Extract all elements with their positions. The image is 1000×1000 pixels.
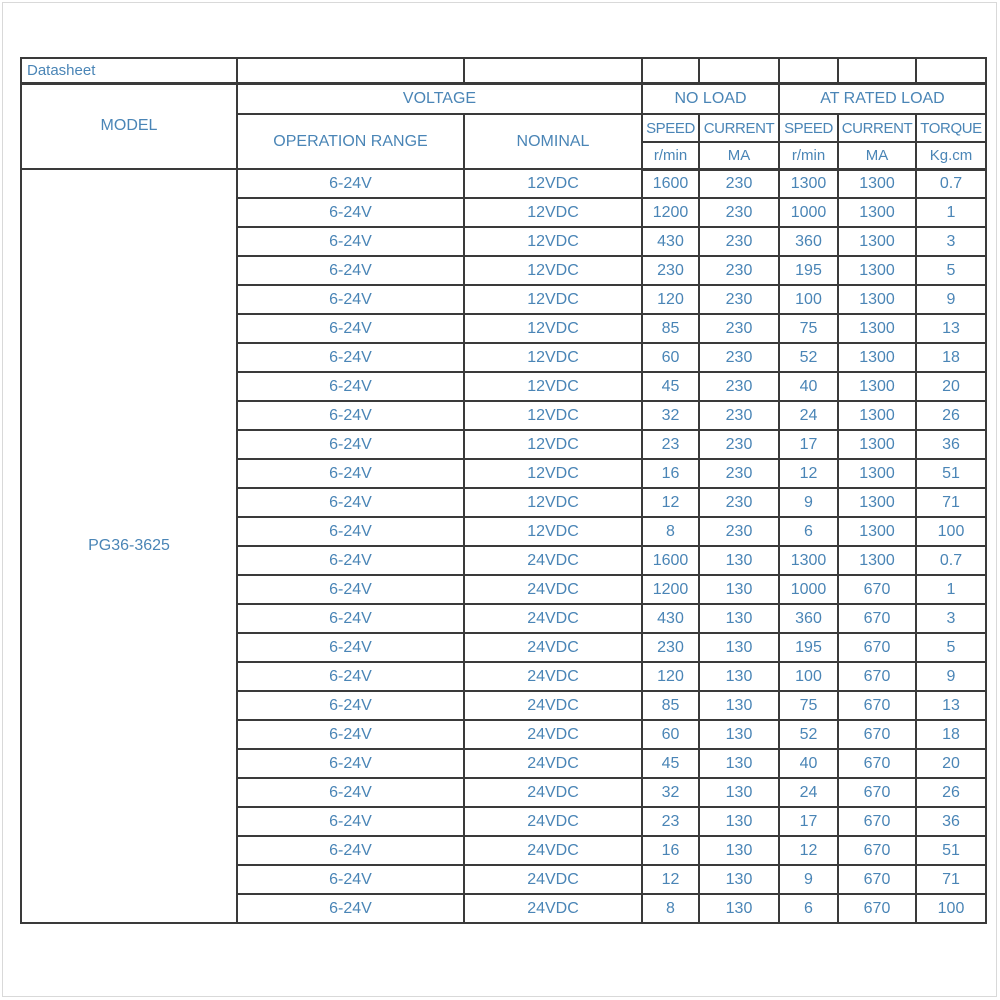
cell-nominal: 24VDC — [464, 894, 642, 923]
cell-rated-current: 1300 — [838, 343, 916, 372]
cell-nominal: 12VDC — [464, 198, 642, 227]
cell-no-load-speed: 16 — [642, 459, 699, 488]
cell-operation-range: 6-24V — [237, 807, 464, 836]
cell-torque: 71 — [916, 865, 986, 894]
cell-rated-current: 670 — [838, 575, 916, 604]
cell-no-load-speed: 230 — [642, 633, 699, 662]
cell-rated-speed: 195 — [779, 256, 838, 285]
header-model: MODEL — [21, 83, 237, 169]
cell-rated-speed: 360 — [779, 604, 838, 633]
cell-rated-speed: 1300 — [779, 169, 838, 198]
cell-no-load-speed: 1600 — [642, 546, 699, 575]
cell-no-load-current: 230 — [699, 343, 779, 372]
cell-no-load-speed: 60 — [642, 343, 699, 372]
cell-no-load-speed: 85 — [642, 314, 699, 343]
cell-torque: 26 — [916, 401, 986, 430]
unit-rated-current: MA — [838, 142, 916, 169]
cell-rated-current: 1300 — [838, 372, 916, 401]
cell-rated-current: 670 — [838, 807, 916, 836]
cell-torque: 3 — [916, 604, 986, 633]
cell-no-load-speed: 230 — [642, 256, 699, 285]
cell-no-load-current: 130 — [699, 691, 779, 720]
cell-torque: 0.7 — [916, 546, 986, 575]
cell-rated-speed: 24 — [779, 401, 838, 430]
cell-rated-speed: 6 — [779, 517, 838, 546]
cell-rated-speed: 40 — [779, 372, 838, 401]
cell-operation-range: 6-24V — [237, 604, 464, 633]
cell-rated-speed: 100 — [779, 662, 838, 691]
cell-rated-current: 1300 — [838, 256, 916, 285]
cell-torque: 20 — [916, 372, 986, 401]
cell-operation-range: 6-24V — [237, 198, 464, 227]
cell-operation-range: 6-24V — [237, 865, 464, 894]
cell-torque: 3 — [916, 227, 986, 256]
cell-no-load-current: 230 — [699, 198, 779, 227]
cell-nominal: 12VDC — [464, 459, 642, 488]
cell-nominal: 24VDC — [464, 720, 642, 749]
cell-rated-current: 1300 — [838, 517, 916, 546]
table-row — [21, 169, 986, 198]
cell-no-load-speed: 120 — [642, 662, 699, 691]
cell-rated-speed: 12 — [779, 836, 838, 865]
cell-rated-speed: 24 — [779, 778, 838, 807]
cell-torque: 1 — [916, 575, 986, 604]
cell-operation-range: 6-24V — [237, 227, 464, 256]
cell-no-load-current: 130 — [699, 894, 779, 923]
cell-rated-speed: 17 — [779, 807, 838, 836]
datasheet-row-empty-cell — [464, 58, 642, 83]
cell-no-load-speed: 45 — [642, 749, 699, 778]
cell-no-load-speed: 85 — [642, 691, 699, 720]
cell-rated-current: 670 — [838, 604, 916, 633]
cell-no-load-current: 230 — [699, 372, 779, 401]
cell-no-load-current: 230 — [699, 517, 779, 546]
cell-no-load-current: 230 — [699, 169, 779, 198]
cell-rated-speed: 1300 — [779, 546, 838, 575]
cell-rated-current: 670 — [838, 691, 916, 720]
cell-operation-range: 6-24V — [237, 488, 464, 517]
cell-no-load-speed: 1200 — [642, 198, 699, 227]
cell-nominal: 24VDC — [464, 865, 642, 894]
cell-rated-speed: 52 — [779, 720, 838, 749]
cell-rated-current: 670 — [838, 778, 916, 807]
cell-operation-range: 6-24V — [237, 633, 464, 662]
cell-rated-current: 1300 — [838, 169, 916, 198]
cell-nominal: 24VDC — [464, 633, 642, 662]
cell-no-load-speed: 1200 — [642, 575, 699, 604]
cell-no-load-current: 230 — [699, 430, 779, 459]
cell-no-load-speed: 120 — [642, 285, 699, 314]
cell-torque: 5 — [916, 256, 986, 285]
cell-no-load-current: 230 — [699, 285, 779, 314]
cell-no-load-speed: 430 — [642, 604, 699, 633]
cell-rated-speed: 17 — [779, 430, 838, 459]
header-no-load: NO LOAD — [642, 83, 779, 114]
header-rated-speed: SPEED — [779, 114, 838, 142]
header-at-rated-load: AT RATED LOAD — [779, 83, 986, 114]
header-operation-range: OPERATION RANGE — [237, 114, 464, 169]
cell-operation-range: 6-24V — [237, 778, 464, 807]
cell-nominal: 24VDC — [464, 807, 642, 836]
cell-no-load-current: 130 — [699, 836, 779, 865]
cell-operation-range: 6-24V — [237, 314, 464, 343]
cell-torque: 18 — [916, 343, 986, 372]
cell-rated-current: 670 — [838, 865, 916, 894]
cell-nominal: 24VDC — [464, 604, 642, 633]
cell-torque: 13 — [916, 314, 986, 343]
cell-no-load-current: 130 — [699, 662, 779, 691]
cell-torque: 0.7 — [916, 169, 986, 198]
cell-torque: 5 — [916, 633, 986, 662]
cell-rated-current: 670 — [838, 720, 916, 749]
cell-operation-range: 6-24V — [237, 691, 464, 720]
cell-rated-speed: 9 — [779, 488, 838, 517]
cell-no-load-current: 130 — [699, 749, 779, 778]
cell-no-load-current: 130 — [699, 807, 779, 836]
cell-operation-range: 6-24V — [237, 169, 464, 198]
cell-nominal: 12VDC — [464, 169, 642, 198]
cell-nominal: 12VDC — [464, 314, 642, 343]
datasheet-row-empty-cell — [916, 58, 986, 83]
datasheet-row-empty-cell — [237, 58, 464, 83]
cell-no-load-speed: 23 — [642, 807, 699, 836]
cell-nominal: 24VDC — [464, 662, 642, 691]
cell-rated-current: 1300 — [838, 488, 916, 517]
cell-no-load-speed: 8 — [642, 517, 699, 546]
cell-torque: 36 — [916, 807, 986, 836]
cell-rated-current: 1300 — [838, 401, 916, 430]
cell-operation-range: 6-24V — [237, 894, 464, 923]
cell-rated-speed: 75 — [779, 691, 838, 720]
cell-nominal: 12VDC — [464, 227, 642, 256]
cell-operation-range: 6-24V — [237, 372, 464, 401]
header-nominal: NOMINAL — [464, 114, 642, 169]
cell-no-load-current: 130 — [699, 778, 779, 807]
cell-nominal: 12VDC — [464, 488, 642, 517]
cell-no-load-current: 230 — [699, 459, 779, 488]
cell-no-load-speed: 32 — [642, 401, 699, 430]
cell-torque: 18 — [916, 720, 986, 749]
cell-rated-speed: 1000 — [779, 198, 838, 227]
cell-nominal: 24VDC — [464, 691, 642, 720]
datasheet-row-empty-cell — [779, 58, 838, 83]
cell-torque: 71 — [916, 488, 986, 517]
model-value: PG36-3625 — [21, 169, 237, 923]
cell-no-load-current: 230 — [699, 488, 779, 517]
cell-no-load-current: 130 — [699, 604, 779, 633]
cell-operation-range: 6-24V — [237, 517, 464, 546]
cell-rated-current: 1300 — [838, 198, 916, 227]
cell-torque: 100 — [916, 894, 986, 923]
cell-operation-range: 6-24V — [237, 285, 464, 314]
cell-torque: 51 — [916, 459, 986, 488]
cell-torque: 100 — [916, 517, 986, 546]
cell-rated-current: 1300 — [838, 285, 916, 314]
cell-nominal: 24VDC — [464, 778, 642, 807]
cell-no-load-speed: 16 — [642, 836, 699, 865]
table-body — [21, 169, 986, 923]
unit-no-load-current: MA — [699, 142, 779, 169]
cell-no-load-current: 230 — [699, 227, 779, 256]
datasheet-title: Datasheet — [21, 58, 237, 83]
cell-nominal: 12VDC — [464, 401, 642, 430]
cell-torque: 13 — [916, 691, 986, 720]
cell-rated-current: 670 — [838, 749, 916, 778]
cell-no-load-current: 130 — [699, 865, 779, 894]
cell-operation-range: 6-24V — [237, 546, 464, 575]
datasheet-row-empty-cell — [838, 58, 916, 83]
unit-torque: Kg.cm — [916, 142, 986, 169]
header-no-load-speed: SPEED — [642, 114, 699, 142]
cell-nominal: 12VDC — [464, 372, 642, 401]
cell-torque: 26 — [916, 778, 986, 807]
cell-no-load-current: 130 — [699, 633, 779, 662]
cell-no-load-current: 230 — [699, 314, 779, 343]
header-voltage: VOLTAGE — [237, 83, 642, 114]
cell-rated-speed: 9 — [779, 865, 838, 894]
cell-nominal: 12VDC — [464, 430, 642, 459]
datasheet-title-row — [21, 58, 986, 83]
header-no-load-current: CURRENT — [699, 114, 779, 142]
cell-no-load-speed: 60 — [642, 720, 699, 749]
cell-rated-speed: 40 — [779, 749, 838, 778]
cell-operation-range: 6-24V — [237, 720, 464, 749]
cell-rated-speed: 12 — [779, 459, 838, 488]
cell-no-load-speed: 1600 — [642, 169, 699, 198]
cell-no-load-speed: 12 — [642, 488, 699, 517]
cell-rated-current: 670 — [838, 894, 916, 923]
cell-operation-range: 6-24V — [237, 401, 464, 430]
cell-no-load-current: 230 — [699, 401, 779, 430]
cell-no-load-current: 130 — [699, 546, 779, 575]
cell-operation-range: 6-24V — [237, 343, 464, 372]
cell-rated-current: 1300 — [838, 546, 916, 575]
cell-nominal: 12VDC — [464, 343, 642, 372]
cell-rated-current: 1300 — [838, 227, 916, 256]
cell-rated-speed: 1000 — [779, 575, 838, 604]
cell-rated-current: 1300 — [838, 314, 916, 343]
unit-no-load-speed: r/min — [642, 142, 699, 169]
cell-rated-speed: 6 — [779, 894, 838, 923]
cell-operation-range: 6-24V — [237, 256, 464, 285]
cell-rated-speed: 100 — [779, 285, 838, 314]
cell-nominal: 24VDC — [464, 546, 642, 575]
cell-torque: 51 — [916, 836, 986, 865]
cell-rated-speed: 195 — [779, 633, 838, 662]
datasheet-row-empty-cell — [699, 58, 779, 83]
cell-torque: 36 — [916, 430, 986, 459]
header-group-row — [21, 83, 986, 114]
cell-torque: 1 — [916, 198, 986, 227]
cell-operation-range: 6-24V — [237, 749, 464, 778]
cell-nominal: 24VDC — [464, 749, 642, 778]
cell-no-load-speed: 45 — [642, 372, 699, 401]
cell-torque: 20 — [916, 749, 986, 778]
cell-torque: 9 — [916, 662, 986, 691]
cell-rated-speed: 52 — [779, 343, 838, 372]
cell-no-load-speed: 32 — [642, 778, 699, 807]
datasheet-row-empty-cell — [642, 58, 699, 83]
cell-nominal: 24VDC — [464, 575, 642, 604]
cell-operation-range: 6-24V — [237, 662, 464, 691]
cell-nominal: 12VDC — [464, 285, 642, 314]
cell-no-load-current: 230 — [699, 256, 779, 285]
cell-rated-current: 670 — [838, 662, 916, 691]
cell-nominal: 12VDC — [464, 256, 642, 285]
cell-no-load-current: 130 — [699, 720, 779, 749]
cell-nominal: 24VDC — [464, 836, 642, 865]
unit-rated-speed: r/min — [779, 142, 838, 169]
cell-rated-current: 1300 — [838, 430, 916, 459]
cell-nominal: 12VDC — [464, 517, 642, 546]
cell-operation-range: 6-24V — [237, 430, 464, 459]
cell-torque: 9 — [916, 285, 986, 314]
header-torque: TORQUE — [916, 114, 986, 142]
cell-no-load-speed: 8 — [642, 894, 699, 923]
cell-rated-current: 670 — [838, 633, 916, 662]
cell-operation-range: 6-24V — [237, 836, 464, 865]
header-rated-current: CURRENT — [838, 114, 916, 142]
cell-operation-range: 6-24V — [237, 459, 464, 488]
cell-no-load-speed: 23 — [642, 430, 699, 459]
cell-no-load-speed: 430 — [642, 227, 699, 256]
cell-rated-current: 1300 — [838, 459, 916, 488]
cell-no-load-current: 130 — [699, 575, 779, 604]
cell-rated-speed: 75 — [779, 314, 838, 343]
cell-no-load-speed: 12 — [642, 865, 699, 894]
cell-rated-current: 670 — [838, 836, 916, 865]
cell-rated-speed: 360 — [779, 227, 838, 256]
cell-operation-range: 6-24V — [237, 575, 464, 604]
datasheet-table — [20, 57, 987, 924]
